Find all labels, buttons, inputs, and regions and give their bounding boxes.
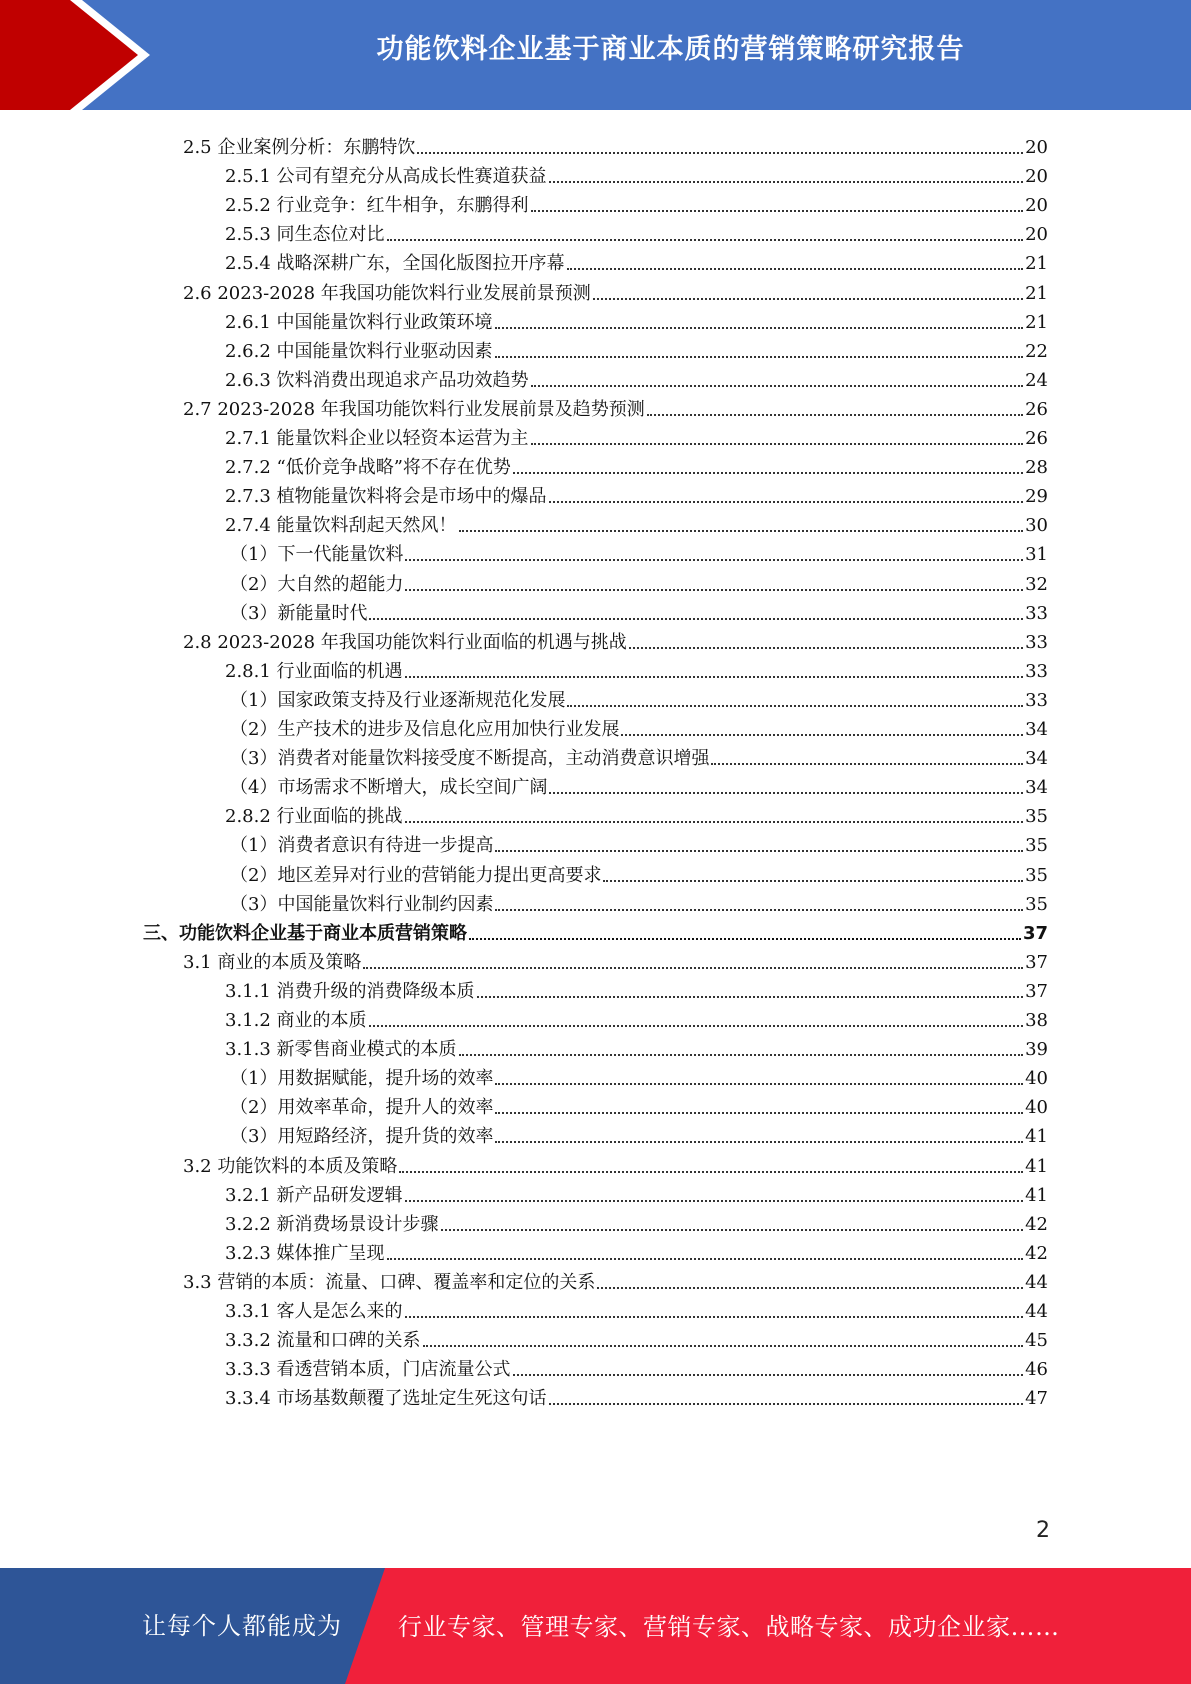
toc-entry-label: （3）用短路经济，提升货的效率 [230, 1126, 494, 1148]
toc-entry[interactable] [183, 623, 1048, 654]
toc-entry-page: 35 [1025, 893, 1048, 915]
toc-entry[interactable] [230, 681, 1048, 712]
toc-entry-label: 2.7 2023-2028 年我国功能饮料行业发展前景及趋势预测 [183, 398, 645, 420]
toc-leader-dots [567, 268, 1024, 270]
toc-entry-label: 2.7.4 能量饮料刮起天然风！ [225, 515, 457, 537]
toc-entry-page: 44 [1025, 1271, 1048, 1293]
toc-entry[interactable] [225, 303, 1048, 334]
toc-entry-label: 2.5.1 公司有望充分从高成长性赛道获益 [225, 166, 547, 188]
toc-leader-dots [549, 792, 1023, 794]
toc-entry[interactable] [225, 972, 1048, 1003]
toc-entry-page: 33 [1025, 602, 1048, 624]
toc-entry-label: 3.3 营销的本质：流量、口碑、覆盖率和定位的关系 [183, 1271, 596, 1293]
toc-entry-label: 2.5 企业案例分析：东鹏特饮 [183, 137, 416, 158]
toc-leader-dots [597, 1287, 1023, 1289]
toc-entry-label: 2.5.3 同生态位对比 [225, 224, 385, 246]
toc-entry-label: 3.3.4 市场基数颠覆了选址定生死这句话 [225, 1388, 547, 1410]
toc-entry[interactable] [183, 943, 1048, 974]
toc-entry-page: 37 [1022, 922, 1048, 944]
toc-entry[interactable] [183, 274, 1048, 305]
toc-leader-dots [369, 618, 1023, 620]
toc-entry[interactable] [183, 1147, 1048, 1178]
toc-entry-label: 3.2 功能饮料的本质及策略 [183, 1155, 398, 1177]
toc-entry-page: 33 [1025, 631, 1048, 653]
red-chevron-icon [0, 0, 138, 110]
footer-slogan-right: 行业专家、管理专家、营销专家、战略专家、成功企业家…… [398, 1613, 1060, 1641]
toc-entry[interactable] [225, 1176, 1048, 1207]
header-banner [0, 0, 1191, 110]
toc-entry[interactable] [230, 1059, 1048, 1090]
toc-leader-dots [423, 1345, 1024, 1347]
toc-entry[interactable] [225, 1379, 1048, 1410]
toc-entry[interactable] [230, 535, 1048, 566]
toc-entry-page: 32 [1025, 573, 1048, 595]
toc-entry-label: 2.6 2023-2028 年我国功能饮料行业发展前景预测 [183, 282, 591, 304]
toc-entry-page: 34 [1025, 748, 1048, 770]
toc-entry-page: 20 [1025, 137, 1048, 158]
toc-entry[interactable] [230, 565, 1048, 596]
toc-leader-dots [495, 1141, 1023, 1143]
toc-leader-dots [405, 589, 1023, 591]
toc-entry[interactable] [225, 215, 1048, 246]
toc-leader-dots [405, 1316, 1024, 1318]
toc-leader-dots [387, 1258, 1024, 1260]
toc-entry[interactable] [225, 1234, 1048, 1265]
toc-entry-page: 22 [1025, 340, 1048, 362]
toc-leader-dots [629, 647, 1023, 649]
toc-entry-label: 三、功能饮料企业基于商业本质营销策略 [143, 922, 467, 944]
toc-leader-dots [531, 443, 1024, 445]
toc-entry-label: 2.5.4 战略深耕广东，全国化版图拉开序幕 [225, 253, 565, 275]
report-title: 功能饮料企业基于商业本质的营销策略研究报告 [376, 34, 965, 65]
toc-entry[interactable] [230, 856, 1048, 887]
toc-leader-dots [495, 356, 1024, 358]
toc-leader-dots [531, 210, 1024, 212]
toc-entry-page: 37 [1025, 951, 1048, 973]
toc-entry-page: 35 [1025, 864, 1048, 886]
toc-entry-page: 29 [1025, 486, 1048, 508]
toc-entry[interactable] [225, 157, 1048, 188]
toc-entry-page: 33 [1025, 689, 1048, 711]
toc-entry-page: 35 [1025, 835, 1048, 857]
toc-entry-label: （1）国家政策支持及行业逐渐规范化发展 [230, 689, 566, 711]
toc-leader-dots [495, 1112, 1023, 1114]
toc-leader-dots [459, 530, 1024, 532]
toc-leader-dots [549, 501, 1024, 503]
toc-entry-page: 28 [1025, 457, 1048, 479]
toc-entry-label: （3）新能量时代 [230, 602, 368, 624]
toc-entry-label: （2）地区差异对行业的营销能力提出更高要求 [230, 864, 602, 886]
toc-entry-page: 40 [1025, 1097, 1048, 1119]
toc-entry-page: 38 [1025, 1010, 1048, 1031]
toc-entry-label: （1）下一代能量饮料 [230, 544, 404, 566]
toc-entry-label: 2.7.1 能量饮料企业以轻资本运营为主 [225, 428, 529, 449]
toc-entry[interactable] [225, 448, 1048, 479]
toc-entry-label: （2）生产技术的进步及信息化应用加快行业发展 [230, 719, 620, 740]
toc-entry[interactable] [225, 477, 1048, 508]
toc-leader-dots [363, 967, 1023, 969]
toc-entry-page: 47 [1025, 1388, 1048, 1410]
toc-entry-page: 20 [1025, 195, 1048, 217]
toc-leader-dots [405, 676, 1024, 678]
toc-leader-dots [405, 559, 1023, 561]
toc-entry-page: 33 [1025, 660, 1048, 682]
toc-entry-label: （2）大自然的超能力 [230, 573, 404, 595]
toc-leader-dots [477, 996, 1024, 998]
toc-entry-page: 39 [1025, 1039, 1048, 1061]
toc-entry-page: 21 [1025, 253, 1048, 275]
toc-entry-page: 21 [1025, 282, 1048, 304]
toc-entry[interactable] [183, 1263, 1048, 1294]
toc-leader-dots [495, 850, 1023, 852]
toc-leader-dots [399, 1171, 1023, 1173]
toc-leader-dots [441, 1229, 1024, 1231]
toc-entry[interactable] [225, 1001, 1048, 1032]
toc-entry-label: 3.1 商业的本质及策略 [183, 951, 362, 973]
toc-entry[interactable] [230, 710, 1048, 741]
toc-entry-label: 3.2.1 新产品研发逻辑 [225, 1184, 403, 1206]
toc-entry-label: （2）用效率革命，提升人的效率 [230, 1097, 494, 1119]
toc-leader-dots [549, 181, 1024, 183]
toc-leader-dots [469, 938, 1021, 940]
toc-entry[interactable] [225, 332, 1048, 363]
toc-entry-page: 46 [1025, 1359, 1048, 1381]
toc-entry[interactable] [225, 1292, 1048, 1323]
toc-entry[interactable] [225, 797, 1048, 828]
footer-banner [0, 1568, 1191, 1684]
page-number: 2 [1036, 1518, 1050, 1543]
toc-entry-label: 3.1.1 消费升级的消费降级本质 [225, 980, 475, 1002]
toc-entry-label: 2.6.3 饮料消费出现追求产品功效趋势 [225, 369, 529, 391]
toc-entry-page: 26 [1025, 428, 1048, 449]
toc-entry-label: 2.8.2 行业面临的挑战 [225, 806, 403, 828]
toc-entry-label: 2.7.3 植物能量饮料将会是市场中的爆品 [225, 486, 547, 508]
toc-leader-dots [567, 705, 1023, 707]
toc-entry[interactable] [143, 914, 1048, 945]
toc-entry-page: 45 [1025, 1330, 1048, 1352]
toc-leader-dots [603, 880, 1023, 882]
toc-leader-dots [593, 298, 1023, 300]
toc-entry[interactable] [230, 826, 1048, 857]
toc-leader-dots [495, 909, 1023, 911]
toc-leader-dots [459, 1054, 1024, 1056]
toc-entry-label: 2.7.2 “低价竞争战略”将不存在优势 [225, 457, 511, 479]
toc-entry-label: 3.3.3 看透营销本质，门店流量公式 [225, 1359, 511, 1381]
toc-entry-label: 3.3.1 客人是怎么来的 [225, 1301, 403, 1322]
toc-entry-page: 26 [1025, 398, 1048, 420]
toc-entry[interactable] [225, 244, 1048, 275]
toc-leader-dots [621, 734, 1023, 736]
toc-leader-dots [513, 1374, 1024, 1376]
toc-entry-label: 3.2.3 媒体推广呈现 [225, 1242, 385, 1264]
toc-entry-page: 35 [1025, 806, 1048, 828]
toc-entry-page: 30 [1025, 515, 1048, 537]
toc-leader-dots [531, 385, 1024, 387]
toc-leader-dots [513, 472, 1023, 474]
toc-entry-label: 2.8 2023-2028 年我国功能饮料行业面临的机遇与挑战 [183, 631, 627, 653]
toc-entry[interactable] [225, 1030, 1048, 1061]
toc-entry-page: 20 [1025, 166, 1048, 188]
toc-entry[interactable] [230, 768, 1048, 799]
toc-entry[interactable] [225, 652, 1048, 683]
toc-leader-dots [495, 327, 1024, 329]
toc-entry-label: （3）中国能量饮料行业制约因素 [230, 893, 494, 915]
toc-entry-label: （1）消费者意识有待进一步提高 [230, 835, 494, 857]
toc-leader-dots [647, 414, 1023, 416]
toc-leader-dots [405, 821, 1024, 823]
toc-leader-dots [711, 763, 1023, 765]
toc-entry[interactable] [225, 186, 1048, 217]
toc-entry-page: 24 [1025, 369, 1048, 391]
toc-entry[interactable] [225, 419, 1048, 450]
toc-entry[interactable] [230, 1117, 1048, 1148]
toc-leader-dots [495, 1083, 1023, 1085]
toc-entry[interactable] [230, 594, 1048, 625]
toc-leader-dots [549, 1403, 1024, 1405]
toc-leader-dots [387, 239, 1024, 241]
toc-entry-page: 42 [1025, 1242, 1048, 1264]
toc-entry[interactable] [225, 361, 1048, 392]
toc-entry-label: 3.1.3 新零售商业模式的本质 [225, 1039, 457, 1061]
toc-entry-page: 41 [1025, 1184, 1048, 1206]
toc-entry-label: （1）用数据赋能，提升场的效率 [230, 1068, 494, 1090]
toc-entry[interactable] [225, 1350, 1048, 1381]
toc-entry-page: 42 [1025, 1213, 1048, 1235]
toc-entry-label: （4）市场需求不断增大，成长空间广阔 [230, 777, 548, 799]
toc-entry-label: 2.5.2 行业竞争：红牛相争，东鹏得利 [225, 195, 529, 217]
toc-entry-label: （3）消费者对能量饮料接受度不断提高，主动消费意识增强 [230, 748, 710, 770]
toc-entry[interactable] [225, 1205, 1048, 1236]
toc-leader-dots [369, 1025, 1024, 1027]
toc-leader-dots [417, 152, 1023, 154]
toc-entry-page: 31 [1025, 544, 1048, 566]
toc-entry-page: 34 [1025, 777, 1048, 799]
toc-entry-label: 2.8.1 行业面临的机遇 [225, 660, 403, 682]
toc-entry-page: 41 [1025, 1155, 1048, 1177]
toc-entry[interactable] [230, 885, 1048, 916]
footer-slogan-left: 让每个人都能成为 [142, 1612, 342, 1640]
toc-entry-page: 34 [1025, 719, 1048, 740]
toc-entry-page: 40 [1025, 1068, 1048, 1090]
toc-entry[interactable] [225, 1321, 1048, 1352]
toc-entry-label: 3.2.2 新消费场景设计步骤 [225, 1213, 439, 1235]
toc-entry[interactable] [230, 739, 1048, 770]
toc-entry-label: 3.3.2 流量和口碑的关系 [225, 1330, 421, 1352]
toc-entry[interactable] [225, 506, 1048, 537]
toc-entry-page: 37 [1025, 980, 1048, 1002]
toc-entry-label: 3.1.2 商业的本质 [225, 1010, 367, 1031]
toc-entry-page: 20 [1025, 224, 1048, 246]
toc-entry-page: 41 [1025, 1126, 1048, 1148]
toc-entry-label: 2.6.1 中国能量饮料行业政策环境 [225, 311, 493, 333]
toc-leader-dots [405, 1200, 1024, 1202]
toc-entry-page: 21 [1025, 311, 1048, 333]
toc-entry-label: 2.6.2 中国能量饮料行业驱动因素 [225, 340, 493, 362]
toc-entry-page: 44 [1025, 1301, 1048, 1322]
toc-entry[interactable] [183, 128, 1048, 159]
toc-entry[interactable] [230, 1088, 1048, 1119]
toc-entry[interactable] [183, 390, 1048, 421]
